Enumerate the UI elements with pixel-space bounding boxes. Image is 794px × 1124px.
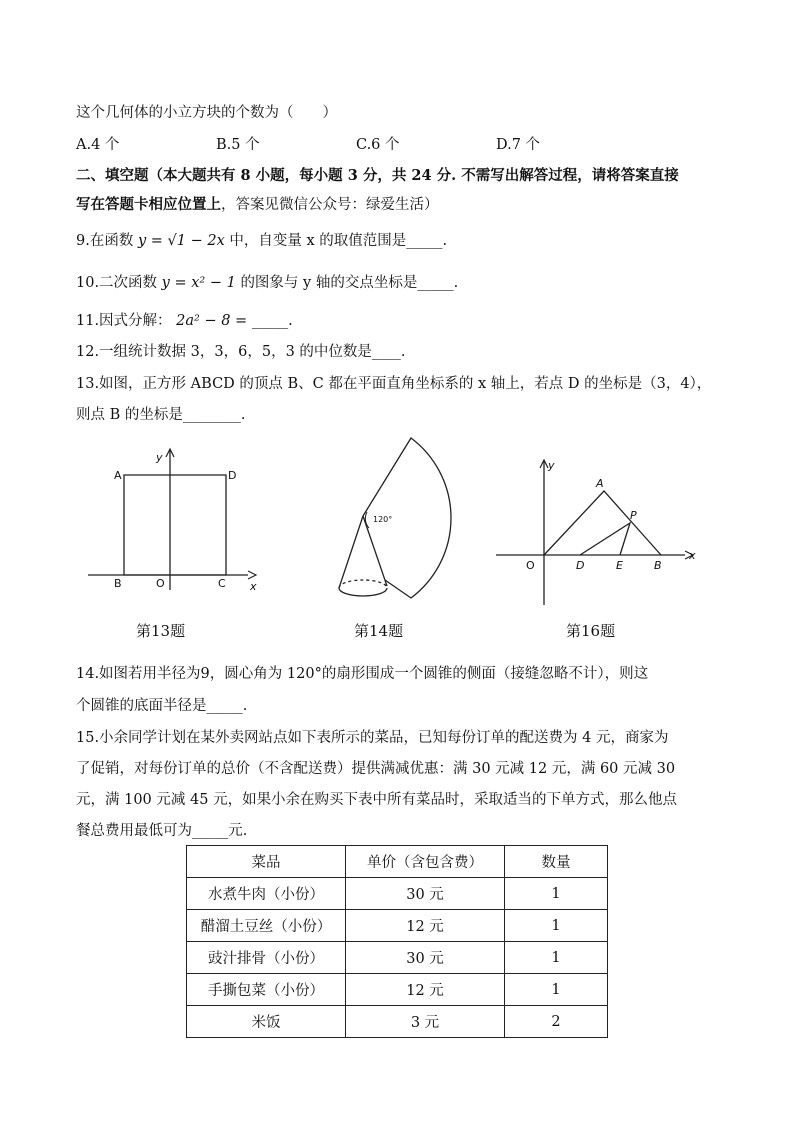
question-15-line4: 餐总费用最低可为_____元. bbox=[76, 823, 248, 839]
q9-post: 中，自变量 x 的取值范围是_____. bbox=[229, 233, 448, 249]
table-row bbox=[187, 878, 608, 910]
section-heading-line2 bbox=[76, 195, 439, 215]
fig13-label-b: B bbox=[114, 577, 122, 590]
table-header: 数量 bbox=[505, 846, 608, 878]
fig13-square bbox=[124, 475, 226, 575]
option-d: D.7 个 bbox=[496, 137, 541, 153]
fig13-label-x: x bbox=[250, 580, 257, 593]
question-15-line1: 15.小余同学计划在某外卖网站点如下表所示的菜品，已知每份订单的配送费为 4 元，商家为 bbox=[76, 730, 669, 746]
table-cell: 豉汁排骨（小份） bbox=[187, 942, 346, 974]
question-15-line2: 了促销，对每份订单的总价（不含配送费）提供满减优惠：满 30 元减 12 元，满 60 元减 30 bbox=[76, 761, 676, 777]
fig13-label-o: O bbox=[156, 577, 165, 590]
question-15-line3: 元，满 100 元减 45 元，如果小余在购买下表中所有菜品时，采取适当的下单方式，那么他点 bbox=[76, 792, 678, 808]
q11-pre: 11.因式分解： bbox=[76, 313, 172, 329]
section-heading-bold: 写在答题卡相应位置上 bbox=[76, 196, 221, 213]
fig16-label-o: O bbox=[526, 559, 535, 572]
fig16-triangle-pde bbox=[580, 523, 630, 555]
fig16-label-a: A bbox=[596, 477, 604, 490]
figure-13 bbox=[88, 445, 268, 595]
fig16-label-e: E bbox=[616, 559, 623, 572]
table-cell: 12 元 bbox=[346, 910, 505, 942]
option-c: C.6 个 bbox=[356, 137, 400, 153]
table-cell: 1 bbox=[505, 942, 608, 974]
q10-pre: 10.二次函数 bbox=[76, 275, 158, 291]
q10-formula: y = x² − 1 bbox=[161, 275, 236, 291]
table-cell: 米饭 bbox=[187, 1006, 346, 1038]
table-cell: 1 bbox=[505, 878, 608, 910]
question-14-line2: 个圆锥的底面半径是_____. bbox=[76, 698, 248, 714]
table-cell: 1 bbox=[505, 974, 608, 1006]
table-cell: 水煮牛肉（小份） bbox=[187, 878, 346, 910]
fig13-caption: 第13题 bbox=[136, 622, 186, 640]
table-cell: 30 元 bbox=[346, 878, 505, 910]
q9-formula: y = √1 − 2x bbox=[137, 233, 225, 249]
table-row bbox=[187, 1006, 608, 1038]
option-a: A.4 个 bbox=[76, 137, 120, 153]
table-cell: 3 元 bbox=[346, 1006, 505, 1038]
table-cell: 30 元 bbox=[346, 942, 505, 974]
fig16-label-d: D bbox=[576, 559, 585, 572]
fig16-label-y: y bbox=[548, 459, 555, 472]
table-cell: 1 bbox=[505, 910, 608, 942]
table-header: 菜品 bbox=[187, 846, 346, 878]
q10-post: 的图象与 y 轴的交点坐标是_____. bbox=[240, 275, 459, 291]
fig14-cone-base bbox=[339, 588, 387, 596]
fig16-label-b: B bbox=[654, 559, 662, 572]
question-13-line2: 则点 B 的坐标是________. bbox=[76, 407, 246, 423]
table-header-row bbox=[187, 846, 608, 878]
table-cell: 手撕包菜（小份） bbox=[187, 974, 346, 1006]
fig16-label-x: x bbox=[689, 549, 696, 562]
question-11 bbox=[76, 311, 293, 331]
figure-14 bbox=[325, 430, 475, 605]
fig13-label-a: A bbox=[114, 469, 122, 482]
table-header: 单价（含包含费） bbox=[346, 846, 505, 878]
table-cell: 2 bbox=[505, 1006, 608, 1038]
fig16-caption: 第16题 bbox=[566, 622, 616, 640]
fig16-label-p: P bbox=[630, 509, 637, 522]
q11-post: _____. bbox=[251, 313, 293, 329]
section-heading-note: ，答案见微信公众号：绿爱生活） bbox=[221, 197, 439, 213]
fig13-label-y: y bbox=[156, 451, 163, 464]
fig14-angle-label: 120° bbox=[373, 515, 393, 524]
fig14-cone-left bbox=[339, 516, 363, 588]
option-b: B.5 个 bbox=[216, 137, 260, 153]
fig16-triangle bbox=[544, 491, 661, 555]
menu-table bbox=[186, 845, 608, 1038]
table-cell: 醋溜土豆丝（小份） bbox=[187, 910, 346, 942]
q8-stem: 这个几何体的小立方块的个数为（ ） bbox=[76, 105, 337, 121]
table-row bbox=[187, 910, 608, 942]
fig14-caption: 第14题 bbox=[354, 622, 404, 640]
question-12: 12.一组统计数据 3，3，6，5，3 的中位数是____. bbox=[76, 344, 406, 360]
figure-16 bbox=[490, 455, 700, 605]
table-row bbox=[187, 974, 608, 1006]
question-13-line1: 13.如图，正方形 ABCD 的顶点 B、C 都在平面直角坐标系的 x 轴上，若点 D 的坐标是（3，4）， bbox=[76, 376, 712, 392]
fig13-label-c: C bbox=[218, 577, 226, 590]
fig14-cone-right bbox=[363, 516, 387, 586]
table-row bbox=[187, 942, 608, 974]
question-14-line1: 14.如图若用半径为9，圆心角为 120°的扇形围成一个圆锥的侧面（接缝忽略不计），则这 bbox=[76, 666, 649, 682]
table-cell: 12 元 bbox=[346, 974, 505, 1006]
q9-pre: 9.在函数 bbox=[76, 233, 134, 249]
q11-formula: 2a² − 8 = bbox=[176, 313, 248, 329]
question-9 bbox=[76, 231, 447, 251]
section-heading: 二、填空题（本大题共有 8 小题，每小题 3 分，共 24 分. 不需写出解答过程，请将答案直接 bbox=[76, 167, 679, 184]
question-10 bbox=[76, 273, 458, 293]
fig13-label-d: D bbox=[228, 469, 237, 482]
